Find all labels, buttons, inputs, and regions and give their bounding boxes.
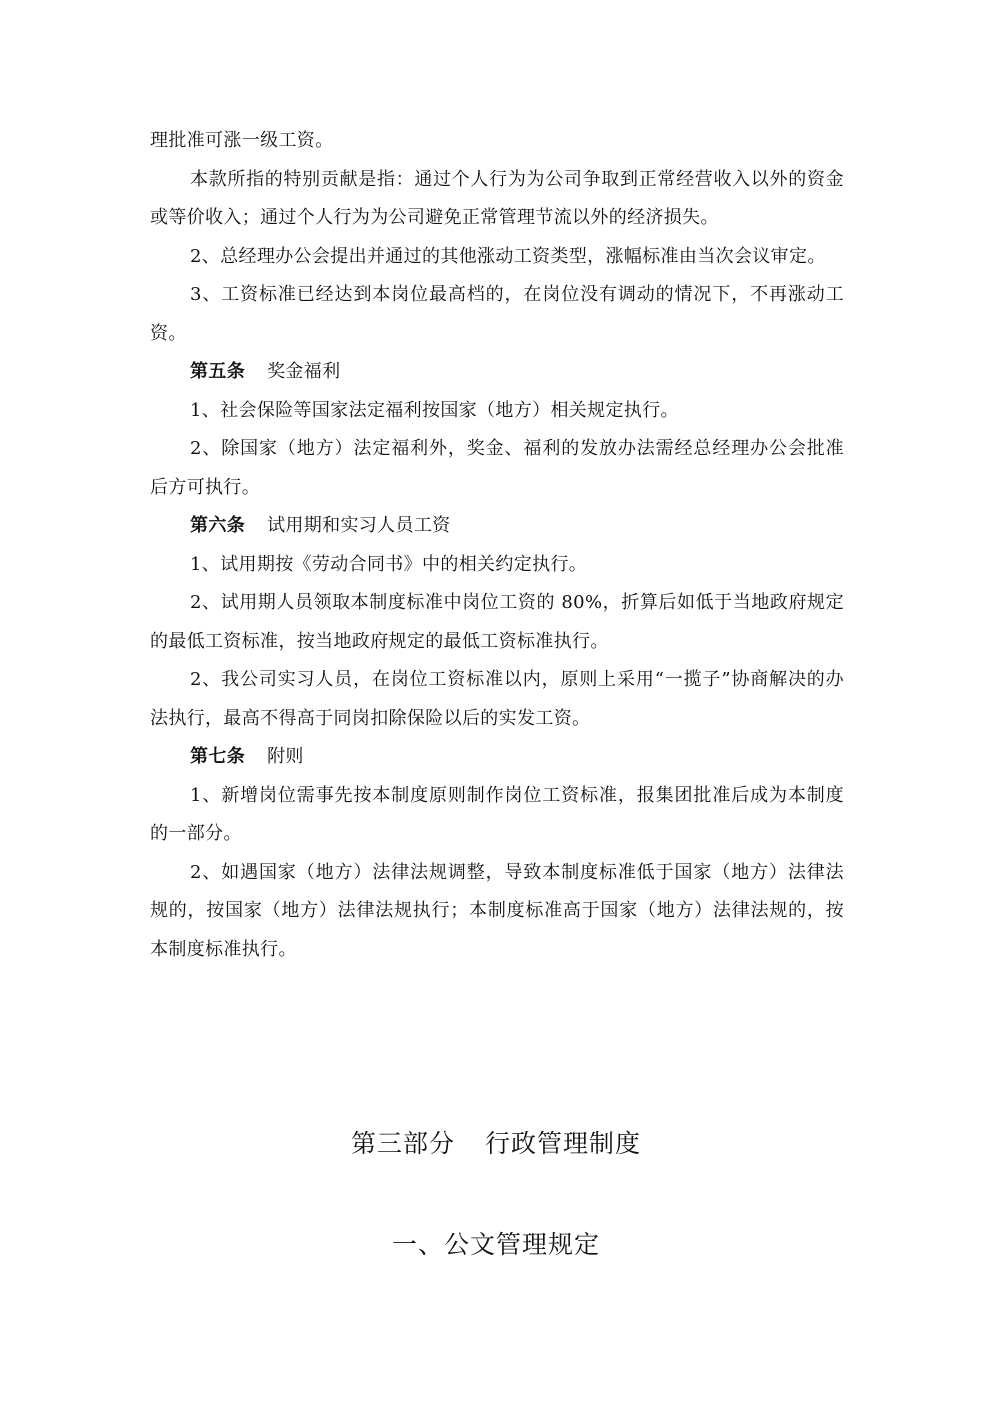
paragraph-item-2: 2、总经理办公会提出并通过的其他涨动工资类型，涨幅标准由当次会议审定。 (190, 245, 826, 267)
article-7-heading (150, 738, 844, 777)
article-6-number: 第六条 (190, 515, 246, 536)
article-7-item-1: 1、新增岗位需事先按本制度原则制作岗位工资标准，报集团批准后成为本制度的一部分。 (150, 784, 844, 844)
article-6-item-2: 2、试用期人员领取本制度标准中岗位工资的 80%，折算后如低于当地政府规定的最低工资标准，按当地政府规定的最低工资标准执行。 (150, 592, 844, 652)
part-title (0, 1124, 992, 1160)
paragraph-item-3: 3、工资标准已经达到本岗位最高档的，在岗位没有调动的情况下，不再涨动工资。 (150, 284, 844, 344)
document-body (150, 122, 844, 969)
article-5-item-1: 1、社会保险等国家法定福利按国家（地方）相关规定执行。 (190, 399, 679, 421)
article-6-title: 试用期和实习人员工资 (267, 515, 451, 536)
paragraph-special-contribution: 本款所指的特别贡献是指：通过个人行为为公司争取到正常经营收入以外的资金或等价收入；通过个人行为为公司避免正常管理节流以外的经济损失。 (150, 168, 844, 228)
article-5-item-2: 2、除国家（地方）法定福利外，奖金、福利的发放办法需经总经理办公会批准后方可执行。 (150, 438, 844, 498)
article-5-number: 第五条 (190, 361, 246, 382)
article-7-item-2: 2、如遇国家（地方）法律法规调整，导致本制度标准低于国家（地方）法律法规的，按国家（地方）法律法规执行；本制度标准高于国家（地方）法律法规的，按本制度标准执行。 (150, 861, 844, 960)
paragraph-continuation: 理批准可涨一级工资。 (150, 130, 334, 151)
article-5-heading (150, 353, 844, 392)
section-title: 一、公文管理规定 (391, 1230, 600, 1259)
article-7-number: 第七条 (190, 746, 246, 767)
part-number: 第三部分 (350, 1129, 455, 1158)
article-7-title: 附则 (267, 746, 304, 767)
article-6-heading (150, 507, 844, 546)
article-6-item-1: 1、试用期按《劳动合同书》中的相关约定执行。 (190, 553, 588, 575)
article-5-title: 奖金福利 (267, 361, 341, 382)
part-name: 行政管理制度 (485, 1129, 642, 1158)
article-6-item-3: 2、我公司实习人员，在岗位工资标准以内，原则上采用“一揽子”协商解决的办法执行，最高不得高于同岗扣除保险以后的实发工资。 (150, 669, 844, 729)
